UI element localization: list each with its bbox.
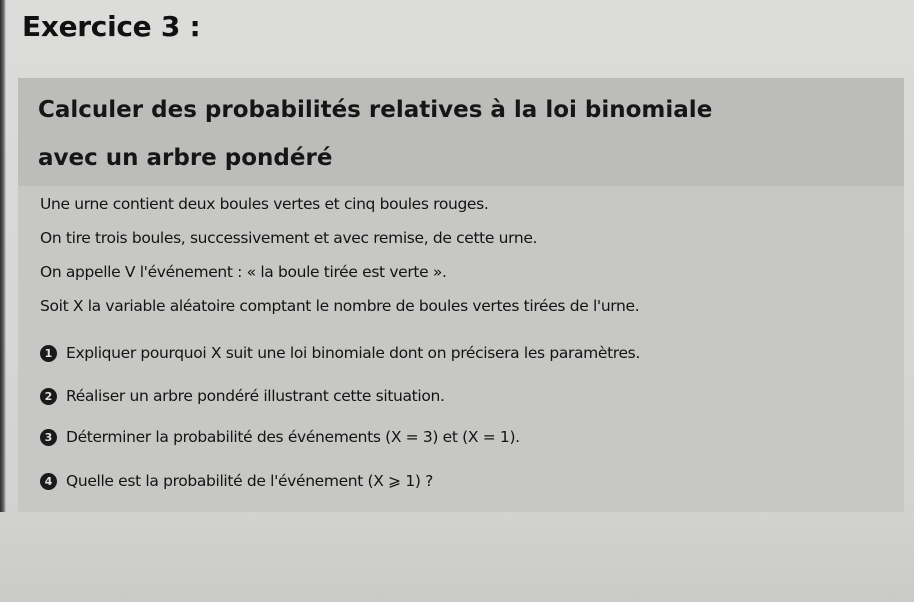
question-text: Quelle est la probabilité de l'événement (X ⩾ 1) ? xyxy=(66,472,433,490)
statement-line-2: On tire trois boules, successivement et avec remise, de cette urne. xyxy=(40,229,538,247)
statement-line-4: Soit X la variable aléatoire comptant le nombre de boules vertes tirées de l'urne. xyxy=(40,297,640,315)
section-heading-line2: avec un arbre pondéré xyxy=(38,145,333,171)
question-number-badge: 3 xyxy=(40,429,57,446)
question-text: Réaliser un arbre pondéré illustrant cette situation. xyxy=(66,387,445,405)
page-bottom-area xyxy=(0,512,914,602)
exercise-title: Exercice 3 : xyxy=(22,10,201,43)
statement-line-3: On appelle V l'événement : « la boule tirée est verte ». xyxy=(40,263,447,281)
question-item xyxy=(40,472,433,490)
question-item xyxy=(40,344,640,362)
question-number-badge: 1 xyxy=(40,345,57,362)
question-item xyxy=(40,428,520,446)
statement-line-1: Une urne contient deux boules vertes et cinq boules rouges. xyxy=(40,195,489,213)
question-number-badge: 2 xyxy=(40,388,57,405)
section-heading xyxy=(38,86,888,182)
question-text: Expliquer pourquoi X suit une loi binomiale dont on précisera les paramètres. xyxy=(66,344,640,362)
question-item xyxy=(40,387,445,405)
section-heading-line1: Calculer des probabilités relatives à la loi binomiale xyxy=(38,97,713,123)
question-text: Déterminer la probabilité des événements (X = 3) et (X = 1). xyxy=(66,428,520,446)
question-number-badge: 4 xyxy=(40,473,57,490)
